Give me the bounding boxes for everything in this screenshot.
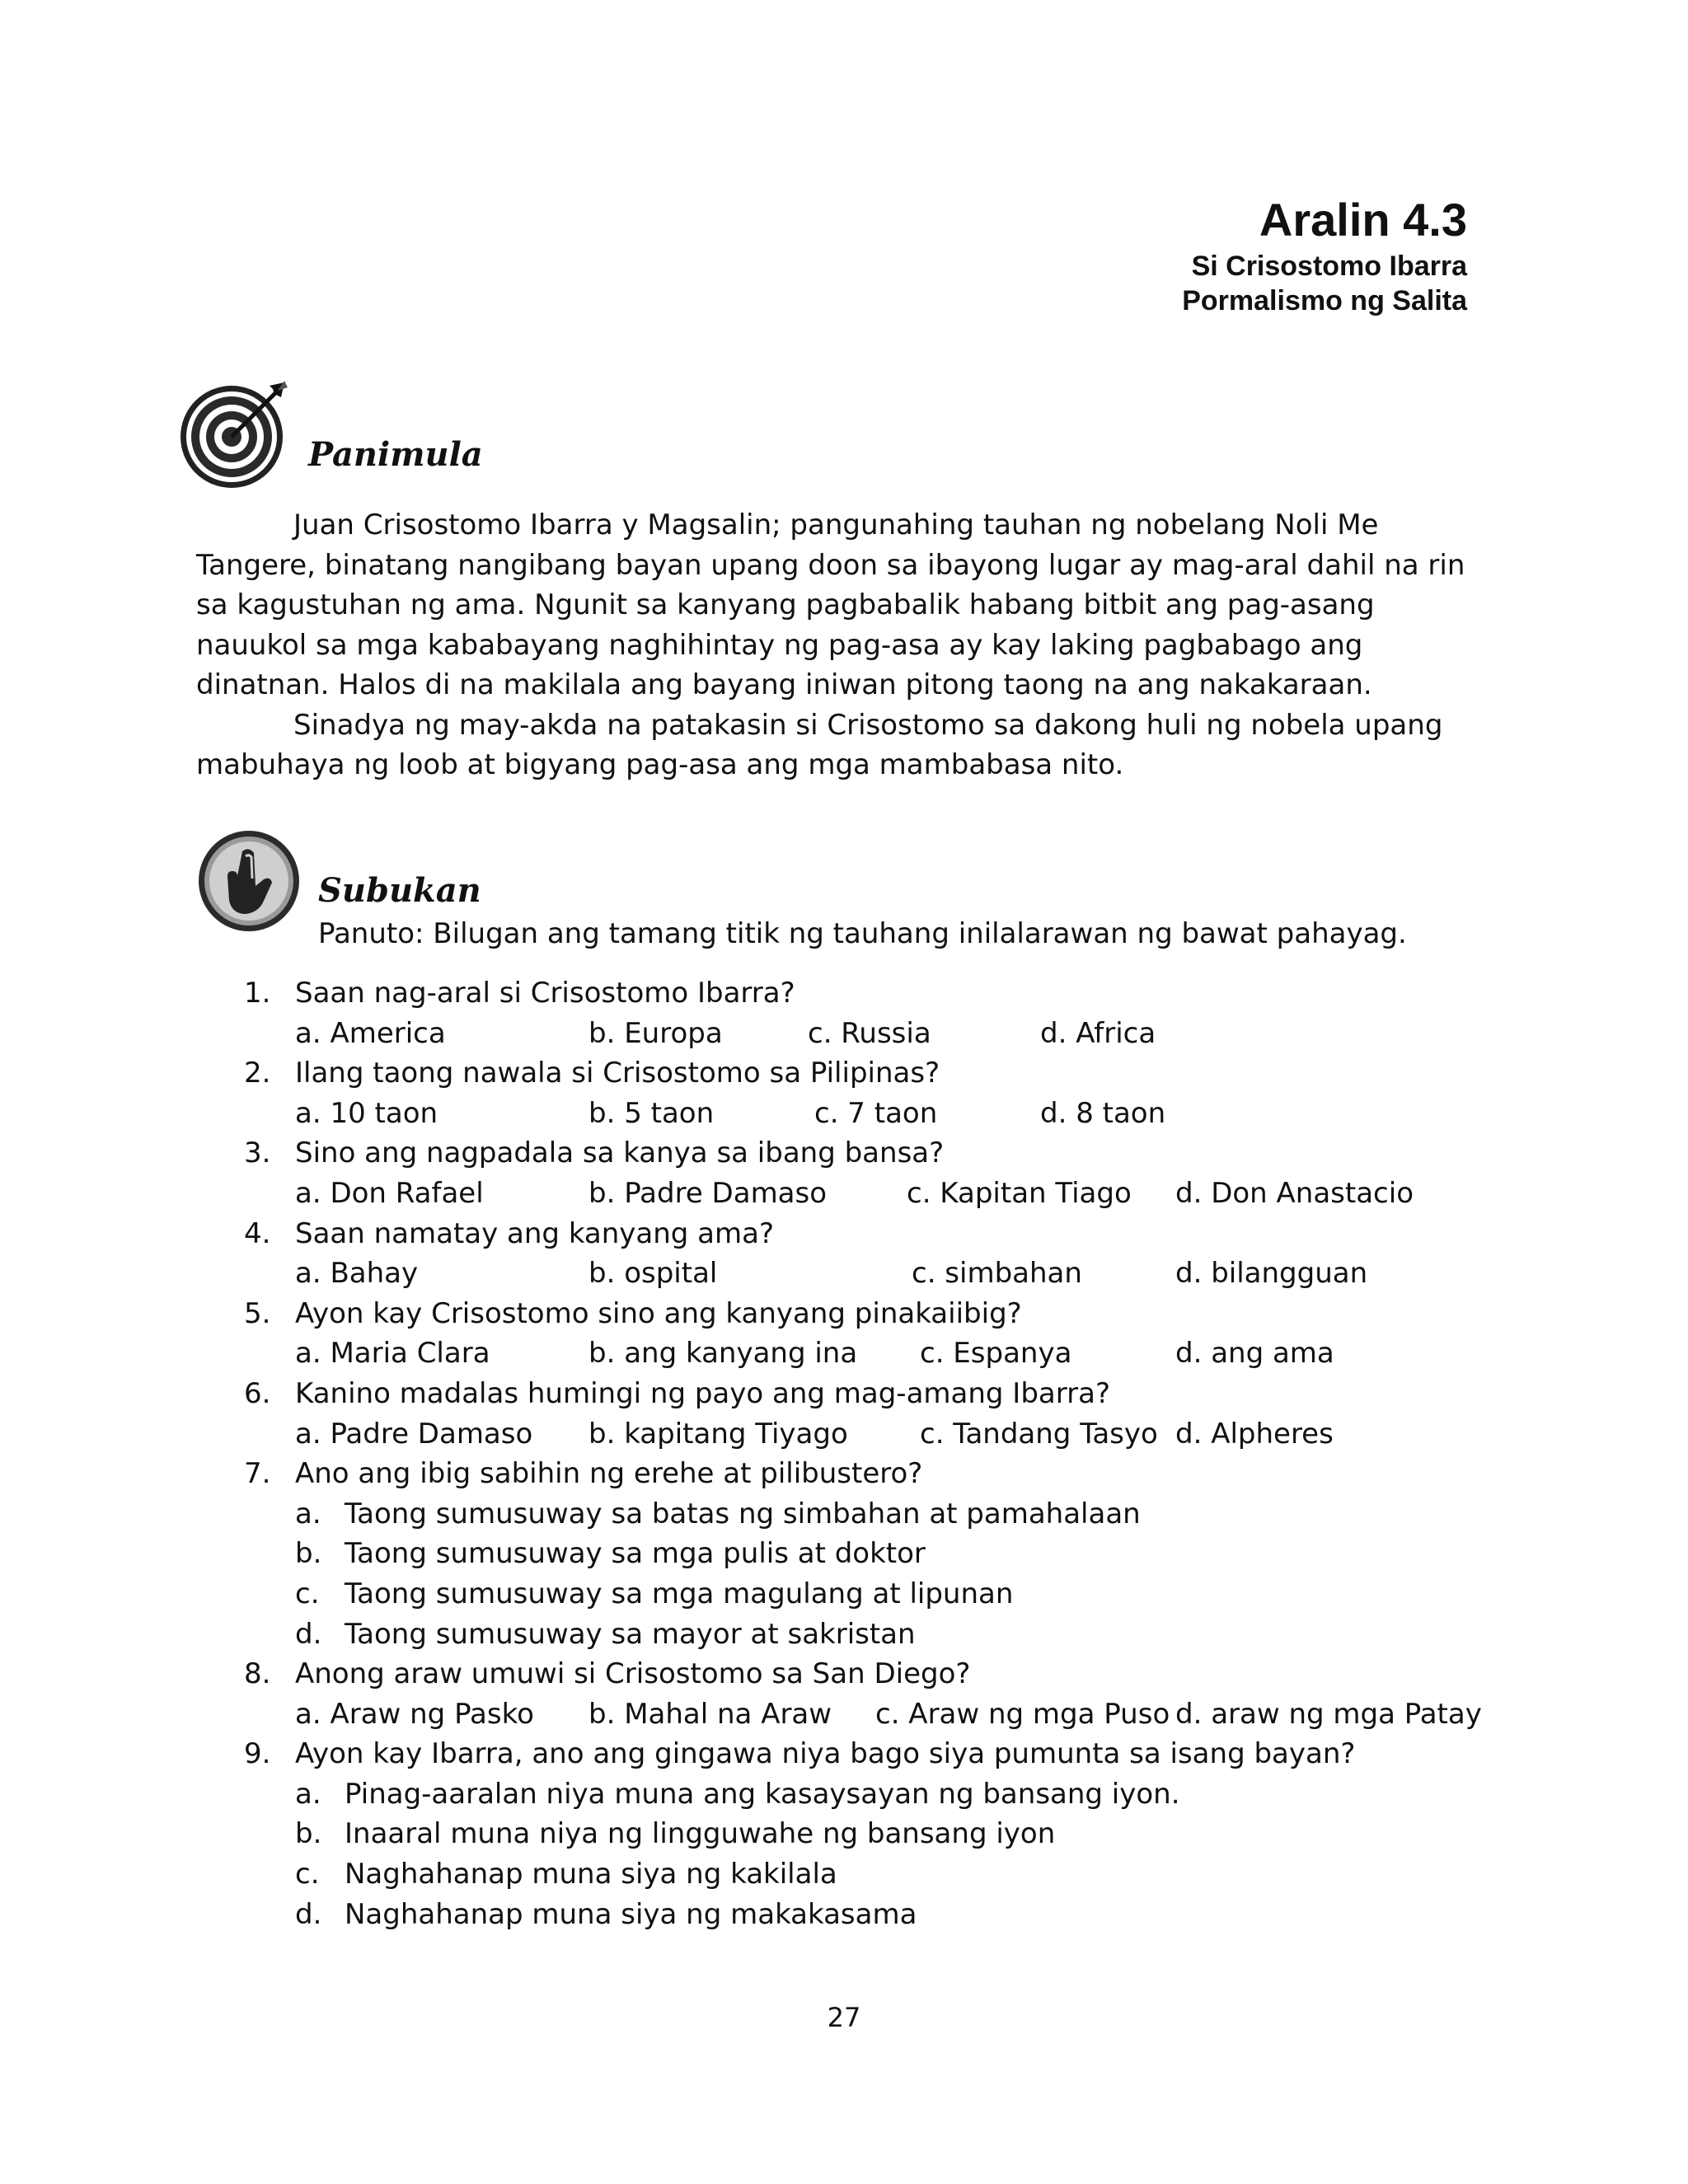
question-number: 4.	[244, 1216, 271, 1250]
option-a[interactable]: a. Don Rafael	[295, 1176, 484, 1210]
option-d[interactable]: d. Africa	[1040, 1016, 1156, 1050]
panimula-paragraph-2: Sinadya ng may-akda na patakasin si Crisostomo sa dakong huli ng nobela upang mabuhaya ng loob at bigyang pag-asa ang mga mambabasa nito.	[196, 708, 1443, 781]
option-text: Pinag-aaralan niya muna ang kasaysayan ng bansang iyon.	[345, 1777, 1180, 1811]
option-b[interactable]: b. ang kanyang ina	[588, 1337, 858, 1371]
option-letter: a.	[295, 1497, 321, 1530]
option-a[interactable]: a. America	[295, 1016, 446, 1050]
question-item	[0, 1734, 1688, 1774]
question-number: 8.	[244, 1657, 271, 1691]
option-b[interactable]: b. Padre Damaso	[588, 1176, 828, 1210]
question-item	[0, 1454, 1688, 1494]
subukan-title: Subukan	[318, 871, 481, 910]
option-b[interactable]: b. ospital	[588, 1257, 718, 1291]
option-text: Taong sumusuway sa mga pulis at doktor	[345, 1537, 926, 1571]
option-a[interactable]: a. Araw ng Pasko	[295, 1697, 534, 1731]
question-text: Sino ang nagpadala sa kanya sa ibang bansa?	[295, 1137, 945, 1170]
target-arrow-icon	[177, 379, 289, 491]
option-letter: c.	[295, 1577, 320, 1610]
panimula-body	[196, 505, 1482, 785]
answer-options-row	[0, 1333, 1688, 1374]
option-c[interactable]: c. Kapitan Tiago	[907, 1176, 1132, 1210]
question-number: 5.	[244, 1296, 271, 1330]
question-list	[0, 973, 1688, 1934]
option-c[interactable]: c. simbahan	[912, 1257, 1082, 1291]
answer-option[interactable]	[0, 1814, 1688, 1854]
answer-option[interactable]	[0, 1534, 1688, 1574]
option-d[interactable]: d. Don Anastacio	[1175, 1176, 1414, 1210]
question-text: Ilang taong nawala si Crisostomo sa Pilipinas?	[295, 1057, 940, 1090]
option-text: Inaaral muna niya ng lingguwahe ng bansang iyon	[345, 1817, 1056, 1851]
question-text: Ano ang ibig sabihin ng erehe at pilibustero?	[295, 1457, 923, 1491]
lesson-header	[1182, 191, 1467, 318]
answer-option[interactable]	[0, 1854, 1688, 1895]
option-d[interactable]: d. araw ng mga Patay	[1175, 1697, 1482, 1731]
answer-options-row	[0, 1174, 1688, 1214]
option-text: Taong sumusuway sa batas ng simbahan at pamahalaan	[345, 1497, 1141, 1530]
question-text: Saan namatay ang kanyang ama?	[295, 1216, 775, 1250]
answer-options-row	[0, 1414, 1688, 1455]
question-number: 1.	[244, 977, 271, 1010]
option-letter: b.	[295, 1537, 322, 1571]
answer-options-row	[0, 1014, 1688, 1054]
subukan-instruction: Panuto: Bilugan ang tamang titik ng tauhang inilalarawan ng bawat pahayag.	[318, 917, 1407, 950]
option-a[interactable]: a. Bahay	[295, 1257, 419, 1291]
question-number: 7.	[244, 1457, 271, 1491]
option-a[interactable]: a. 10 taon	[295, 1096, 438, 1130]
question-number: 9.	[244, 1737, 271, 1771]
option-d[interactable]: d. bilangguan	[1175, 1257, 1368, 1291]
option-c[interactable]: c. Araw ng mga Puso	[875, 1697, 1170, 1731]
option-text: Taong sumusuway sa mayor at sakristan	[345, 1617, 916, 1651]
question-item	[0, 1294, 1688, 1334]
question-text: Ayon kay Crisostomo sino ang kanyang pinakaiibig?	[295, 1296, 1022, 1330]
answer-option[interactable]	[0, 1494, 1688, 1535]
raised-hand-icon	[196, 828, 302, 934]
question-item	[0, 1214, 1688, 1254]
answer-option[interactable]	[0, 1774, 1688, 1815]
question-number: 3.	[244, 1137, 271, 1170]
question-number: 6.	[244, 1376, 271, 1410]
question-text: Saan nag-aral si Crisostomo Ibarra?	[295, 977, 795, 1010]
option-d[interactable]: d. 8 taon	[1040, 1096, 1166, 1130]
question-item	[0, 973, 1688, 1014]
lesson-title: Aralin 4.3	[1259, 194, 1467, 246]
question-item	[0, 1374, 1688, 1414]
option-b[interactable]: b. 5 taon	[588, 1096, 715, 1130]
option-letter: d.	[295, 1897, 322, 1931]
option-c[interactable]: c. Tandang Tasyo	[920, 1417, 1158, 1451]
question-text: Kanino madalas humingi ng payo ang mag-amang Ibarra?	[295, 1376, 1110, 1410]
option-text: Naghahanap muna siya ng makakasama	[345, 1897, 917, 1931]
option-a[interactable]: a. Maria Clara	[295, 1337, 490, 1371]
panimula-title: Panimula	[308, 435, 483, 474]
option-text: Naghahanap muna siya ng kakilala	[345, 1858, 837, 1891]
option-c[interactable]: c. Espanya	[920, 1337, 1072, 1371]
option-b[interactable]: b. Mahal na Araw	[588, 1697, 832, 1731]
answer-options-row	[0, 1254, 1688, 1294]
option-c[interactable]: c. 7 taon	[814, 1096, 938, 1130]
option-a[interactable]: a. Padre Damaso	[295, 1417, 533, 1451]
option-d[interactable]: d. Alpheres	[1175, 1417, 1334, 1451]
panimula-paragraph-1: Juan Crisostomo Ibarra y Magsalin; pangunahing tauhan ng nobelang Noli Me Tangere, binatang nangibang bayan upang doon sa ibayong lugar ay mag-aral dahil na rin sa kagustuhan ng ama. Ngunit sa kanyang pagbabalik habang bitbit ang pag-asang nauukol sa mga kababayang naghihintay ng pag-asa ay kay laking pagbabago ang dinatnan. Halos di na makilala ang bayang iniwan pitong taong na ang nakakaraan.	[196, 509, 1465, 701]
answer-options-row	[0, 1094, 1688, 1134]
question-item	[0, 1053, 1688, 1094]
option-letter: a.	[295, 1777, 321, 1811]
question-item	[0, 1654, 1688, 1694]
option-d[interactable]: d. ang ama	[1175, 1337, 1334, 1371]
lesson-subtitle-2: Pormalismo ng Salita	[1182, 285, 1467, 316]
answer-option[interactable]	[0, 1574, 1688, 1615]
page-number: 27	[827, 2002, 861, 2033]
option-c[interactable]: c. Russia	[808, 1016, 931, 1050]
answer-option[interactable]	[0, 1895, 1688, 1935]
answer-options-row	[0, 1694, 1688, 1735]
question-item	[0, 1133, 1688, 1174]
question-text: Ayon kay Ibarra, ano ang gingawa niya bago siya pumunta sa isang bayan?	[295, 1737, 1356, 1771]
option-b[interactable]: b. kapitang Tiyago	[588, 1417, 848, 1451]
question-text: Anong araw umuwi si Crisostomo sa San Diego?	[295, 1657, 971, 1691]
option-b[interactable]: b. Europa	[588, 1016, 723, 1050]
option-text: Taong sumusuway sa mga magulang at lipunan	[345, 1577, 1014, 1610]
option-letter: c.	[295, 1858, 320, 1891]
option-letter: d.	[295, 1617, 322, 1651]
lesson-subtitle-1: Si Crisostomo Ibarra	[1191, 251, 1467, 282]
question-number: 2.	[244, 1057, 271, 1090]
answer-option[interactable]	[0, 1615, 1688, 1655]
option-letter: b.	[295, 1817, 322, 1851]
